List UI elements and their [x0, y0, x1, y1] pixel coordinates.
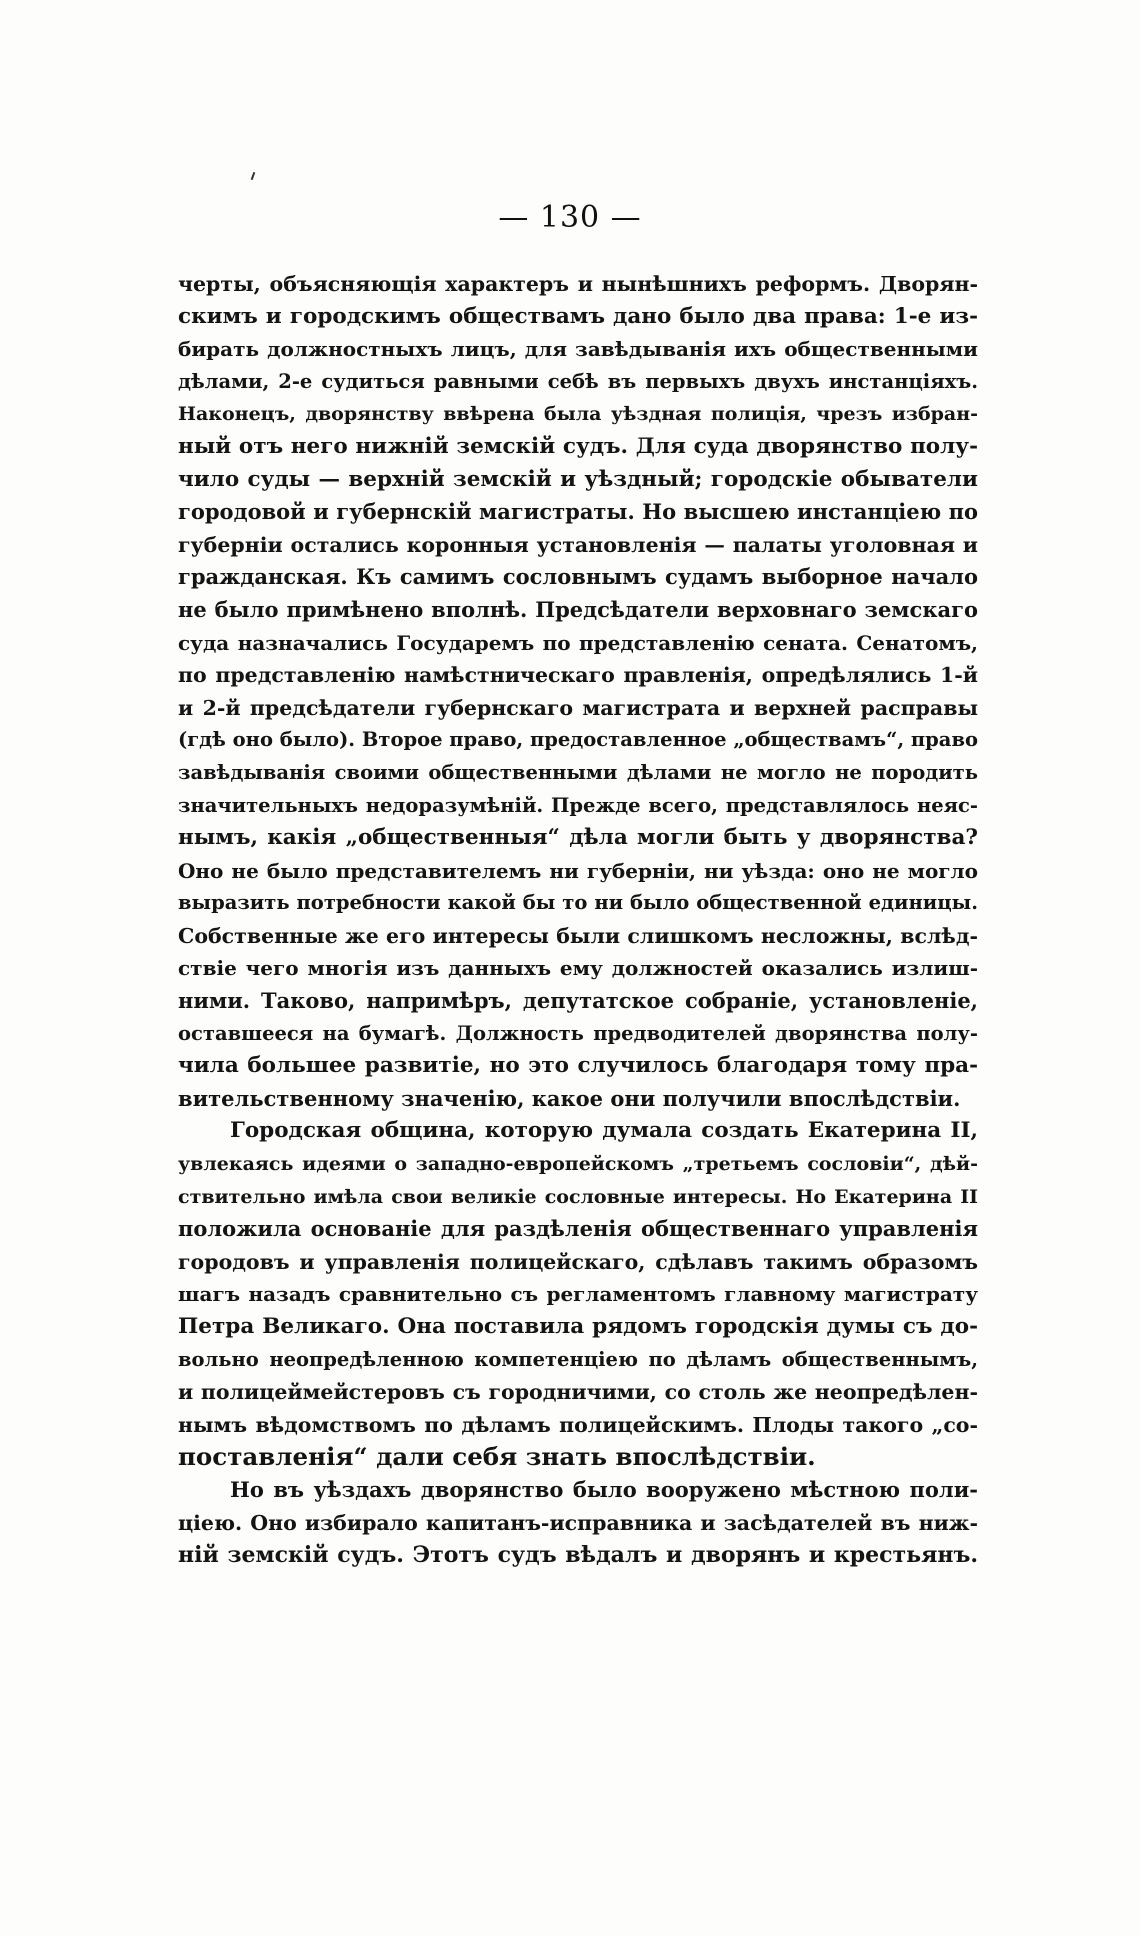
- text-line: значительныхъ недоразумѣній. Прежде всего, представлялось неяс-: [178, 793, 978, 817]
- text-line: (гдѣ оно было). Второе право, предоставленное „обществамъ“, право: [178, 728, 978, 752]
- text-line: городовой и губернскій магистраты. Но высшею инстанціею по: [178, 499, 978, 525]
- text-line: Наконецъ, дворянству ввѣрена была уѣздная полиція, чрезъ избран-: [178, 403, 978, 426]
- text-line: нымъ вѣдомствомъ по дѣламъ полицейскимъ. Плоды такого „со-: [178, 1412, 978, 1437]
- text-line: чила большее развитіе, но это случилось благодаря тому пра-: [178, 1053, 978, 1079]
- text-line: Петра Великаго. Она поставила рядомъ городскія думы съ до-: [178, 1314, 978, 1339]
- text-line: положила основаніе для раздѣленія общественнаго управленія: [178, 1216, 978, 1242]
- text-line: завѣдыванія своими общественными дѣлами не могло не породить: [178, 760, 978, 784]
- text-line: дѣлами, 2-е судиться равными себѣ въ первыхъ двухъ инстанціяхъ.: [178, 369, 978, 393]
- text-line: ній земскій судъ. Этотъ судъ вѣдалъ и дворянъ и крестьянъ.: [178, 1542, 978, 1569]
- text-line: вительственному значенію, какое они получили впослѣдствіи.: [178, 1085, 961, 1111]
- text-line: бирать должностныхъ лицъ, для завѣдыванія ихъ общественными: [178, 337, 978, 362]
- text-line: Городская община, которую думала создать Екатерина II,: [230, 1118, 978, 1144]
- text-line: по представленію намѣстническаго правленія, опредѣлялись 1-й: [178, 663, 978, 688]
- text-line: не было примѣнено вполнѣ. Предсѣдатели верховнаго земскаго: [178, 596, 978, 622]
- text-line: ствительно имѣла свои великіе сословные интересы. Но Екатерина II: [178, 1185, 978, 1208]
- text-line: черты, объясняющія характеръ и нынѣшнихъ реформъ. Дворян-: [178, 272, 978, 296]
- text-line: ствіе чего многія изъ данныхъ ему должностей оказались излиш-: [178, 956, 978, 981]
- text-line: ціею. Оно избирало капитанъ-исправника и засѣдателей въ ниж-: [178, 1510, 978, 1535]
- text-line: шагъ назадъ сравнительно съ регламентомъ главному магистрату: [178, 1282, 978, 1307]
- text-line: скимъ и городскимъ обществамъ дано было два права: 1-е из-: [178, 303, 978, 329]
- text-line: городовъ и управленія полицейскаго, сдѣлавъ такимъ образомъ: [178, 1249, 978, 1274]
- text-line: вольно неопредѣленною компетенціею по дѣламъ общественнымъ,: [178, 1347, 978, 1371]
- text-line: оставшееся на бумагѣ. Должность предводителей дворянства полу-: [178, 1021, 978, 1045]
- text-line: чило суды — верхній земскій и уѣздный; городскіе обыватели: [178, 466, 978, 492]
- ink-mark: [251, 172, 256, 180]
- text-line: поставленія“ дали себя знать впослѣдствіи.: [178, 1442, 816, 1472]
- text-line: Но въ уѣздахъ дворянство было вооружено мѣстною поли-: [230, 1476, 978, 1502]
- text-line: выразить потребности какой бы то ни было общественной единицы.: [178, 891, 978, 915]
- text-line: увлекаясь идеями о западно-европейскомъ „третьемъ сословіи“, дѣй-: [178, 1153, 978, 1176]
- text-line: и полицеймейстеровъ съ городничими, со столь же неопредѣлен-: [178, 1380, 978, 1405]
- text-line: Собственные же его интересы были слишкомъ несложны, вслѣд-: [178, 923, 978, 948]
- text-line: суда назначались Государемъ по представленію сената. Сенатомъ,: [178, 630, 978, 655]
- text-line: ный отъ него нижній земскій судъ. Для суда дворянство полу-: [178, 433, 978, 459]
- text-line: нымъ, какія „общественныя“ дѣла могли быть у дворянства?: [178, 825, 978, 851]
- text-line: и 2-й предсѣдатели губернскаго магистрата и верхней расправы: [178, 695, 978, 720]
- page-number: — 130 —: [498, 200, 642, 235]
- text-line: гражданская. Къ самимъ сословнымъ судамъ выборное начало: [178, 564, 978, 590]
- text-line: губерніи остались коронныя установленія — палаты уголовная и: [178, 532, 978, 557]
- body-text: [178, 268, 978, 1572]
- text-line: ними. Таково, напримѣръ, депутатское собраніе, установленіе,: [178, 988, 978, 1014]
- text-line: Оно не было представителемъ ни губерніи, ни уѣзда: оно не могло: [178, 858, 978, 883]
